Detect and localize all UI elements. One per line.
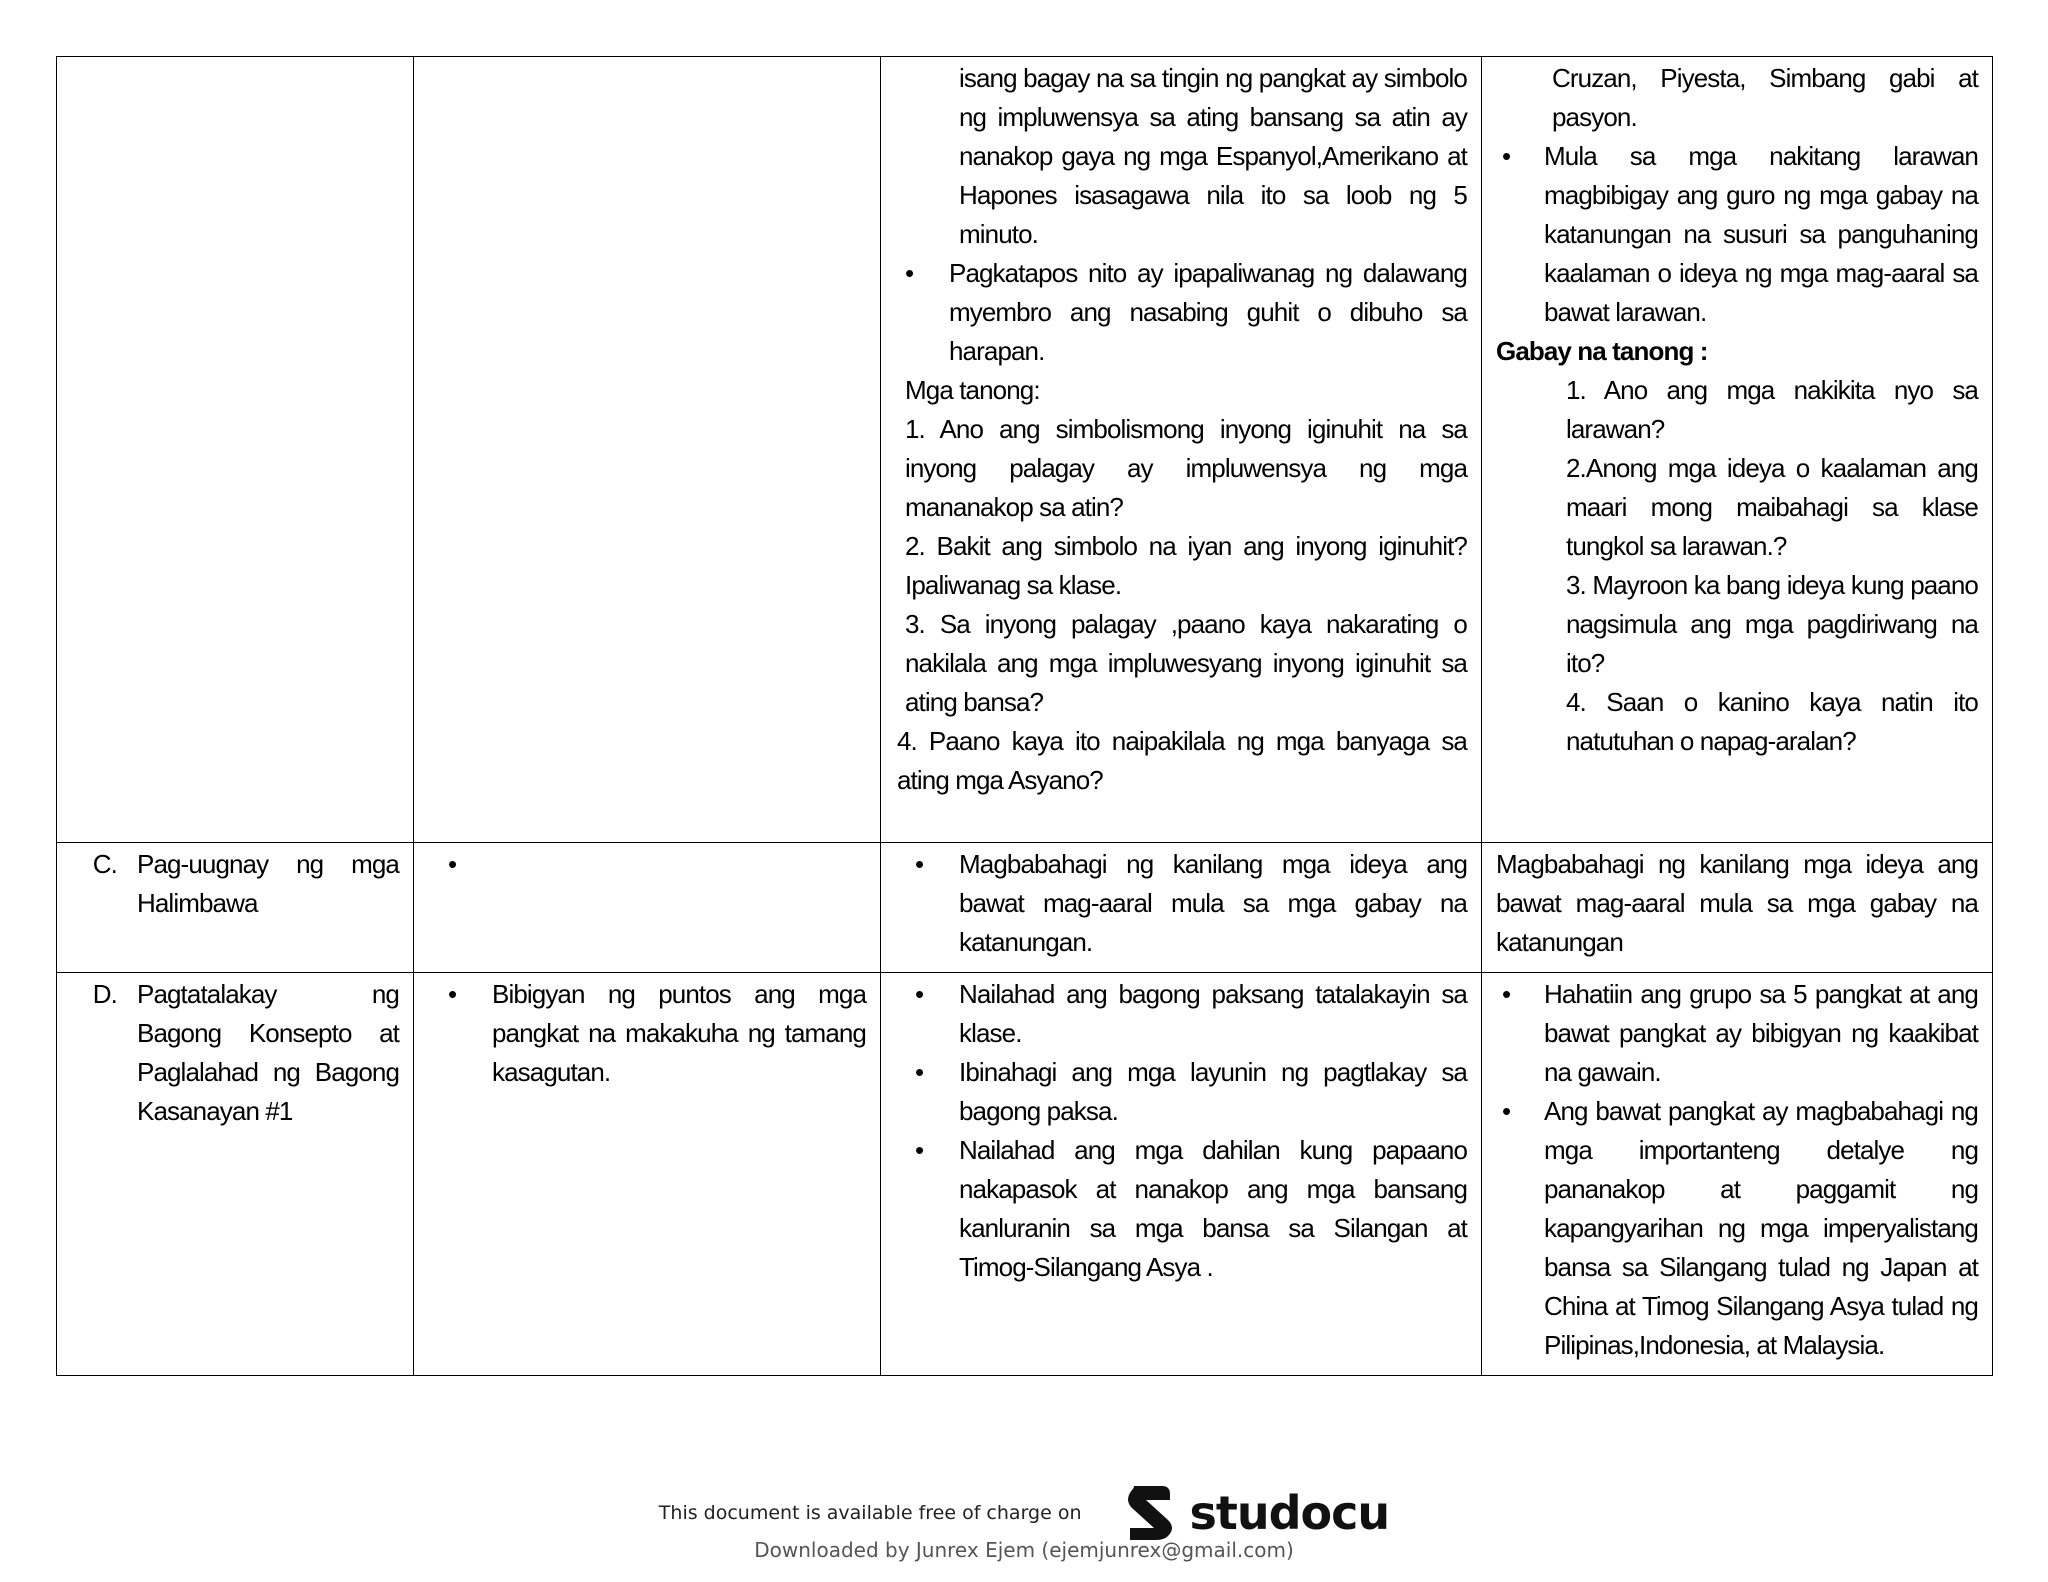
step-cell xyxy=(57,843,414,973)
procedure-cell xyxy=(881,57,1482,843)
bullet-list xyxy=(885,254,1467,371)
teacher-activity-cell xyxy=(414,973,881,1376)
bullet-list xyxy=(895,845,1467,962)
question-item: 2.Anong mga ideya o kaalaman ang maari mong maibahagi sa klase tungkol sa larawan.? xyxy=(1566,453,1978,561)
list-item xyxy=(895,1131,1467,1287)
step-letter: D. xyxy=(92,979,117,1009)
list-item-text: Nailahad ang mga dahilan kung papaano nakapasok at nanakop ang mga bansang kanluranin sa mga bansa sa Silangan at Timog-Silangang Asya . xyxy=(959,1135,1467,1282)
list-item-text: Nailahad ang bagong paksang tatalakayin sa klase. xyxy=(959,979,1467,1048)
table-row xyxy=(57,843,1993,973)
list-item xyxy=(1496,137,1978,332)
list-item-text: Bibigyan ng puntos ang mga pangkat na makakuha ng tamang kasagutan. xyxy=(492,979,866,1087)
bullet-continuation: isang bagay na sa tingin ng pangkat ay simbolo ng impluwensya sa ating bansang sa atin ay nanakop gaya ng mga Espanyol,Amerikano at Hapones isasagawa nila ito sa loob ng 5 minuto. xyxy=(959,63,1467,249)
lesson-plan-table xyxy=(56,56,1993,1376)
table-row xyxy=(57,57,1993,843)
bullet-list xyxy=(1496,137,1978,332)
expected-response-cell xyxy=(1482,57,1993,843)
expected-response-cell xyxy=(1482,973,1993,1376)
bullet-list xyxy=(1496,975,1978,1365)
list-item-text: Pagkatapos nito ay ipapaliwanag ng dalawang myembro ang nasabing guhit o dibuho sa harapan. xyxy=(949,258,1467,366)
bullet-list xyxy=(895,975,1467,1287)
studocu-wordmark: studocu xyxy=(1189,1486,1390,1540)
availability-text: This document is available free of charge on xyxy=(658,1502,1082,1524)
step-cell xyxy=(57,57,414,843)
step-label xyxy=(71,845,399,923)
question-item: 4. Paano kaya ito naipakilala ng mga banyaga sa ating mga Asyano? xyxy=(897,726,1467,795)
guide-questions-heading: Gabay na tanong : xyxy=(1496,336,1708,366)
list-item-text: Hahatiin ang grupo sa 5 pangkat at ang bawat pangkat ay bibigyan ng kaakibat na gawain. xyxy=(1544,979,1978,1087)
empty-bullet: • xyxy=(448,849,457,879)
cell-text: Magbabahagi ng kanilang mga ideya ang bawat mag-aaral mula sa mga gabay na katanungan xyxy=(1496,849,1978,957)
list-item xyxy=(895,845,1467,962)
expected-response-cell xyxy=(1482,843,1993,973)
download-credit: Downloaded by Junrex Ejem (ejemjunrex@gmail.com) xyxy=(754,1538,1294,1562)
questions-heading: Mga tanong: xyxy=(905,375,1040,405)
list-item-text: Magbabahagi ng kanilang mga ideya ang bawat mag-aaral mula sa mga gabay na katanungan. xyxy=(959,849,1467,957)
procedure-cell xyxy=(881,843,1482,973)
question-item: 2. Bakit ang simbolo na iyan ang inyong iginuhit? Ipaliwanag sa klase. xyxy=(905,531,1467,600)
list-item xyxy=(1496,1092,1978,1365)
step-letter: C. xyxy=(92,849,117,879)
studocu-logo-icon xyxy=(1120,1482,1184,1544)
studocu-logo-link[interactable] xyxy=(1120,1482,1390,1544)
list-item xyxy=(895,1053,1467,1131)
question-item: 4. Saan o kanino kaya natin ito natutuhan o napag-aralan? xyxy=(1566,687,1978,756)
list-item-text: Mula sa mga nakitang larawan magbibigay ang guro ng mga gabay na katanungan na susuri sa panguhaning kaalaman o ideya ng mga mag-aaral sa bawat larawan. xyxy=(1544,141,1978,327)
question-item: 3. Mayroon ka bang ideya kung paano nagsimula ang mga pagdiriwang na ito? xyxy=(1566,570,1978,678)
procedure-cell xyxy=(881,973,1482,1376)
list-item-text: Ibinahagi ang mga layunin ng pagtlakay sa bagong paksa. xyxy=(959,1057,1467,1126)
list-item xyxy=(895,975,1467,1053)
question-item: 1. Ano ang simbolismong inyong iginuhit na sa inyong palagay ay impluwensya ng mga mananakop sa atin? xyxy=(905,414,1467,522)
table-row xyxy=(57,973,1993,1376)
step-title: Pag-uugnay ng mga Halimbawa xyxy=(137,849,399,918)
list-item xyxy=(1496,975,1978,1092)
bullet-list xyxy=(428,975,866,1092)
step-cell xyxy=(57,973,414,1376)
question-item: 1. Ano ang mga nakikita nyo sa larawan? xyxy=(1566,375,1978,444)
list-item xyxy=(885,254,1467,371)
list-item-text: Ang bawat pangkat ay magbabahagi ng mga importanteng detalye ng pananakop at paggamit ng kapangyarihan ng mga imperyalistang bansa sa Silangang tulad ng Japan at China at Timog Silangang Asya tulad ng Pilipinas,Indonesia, at Malaysia. xyxy=(1544,1096,1978,1360)
bullet-continuation: Cruzan, Piyesta, Simbang gabi at pasyon. xyxy=(1552,63,1978,132)
step-label xyxy=(71,975,399,1131)
teacher-activity-cell xyxy=(414,843,881,973)
list-item xyxy=(428,975,866,1092)
teacher-activity-cell xyxy=(414,57,881,843)
question-item: 3. Sa inyong palagay ,paano kaya nakarating o nakilala ang mga impluwesyang inyong iginuhit sa ating bansa? xyxy=(905,609,1467,717)
step-title: Pagtatalakay ng Bagong Konsepto at Paglalahad ng Bagong Kasanayan #1 xyxy=(137,979,399,1126)
